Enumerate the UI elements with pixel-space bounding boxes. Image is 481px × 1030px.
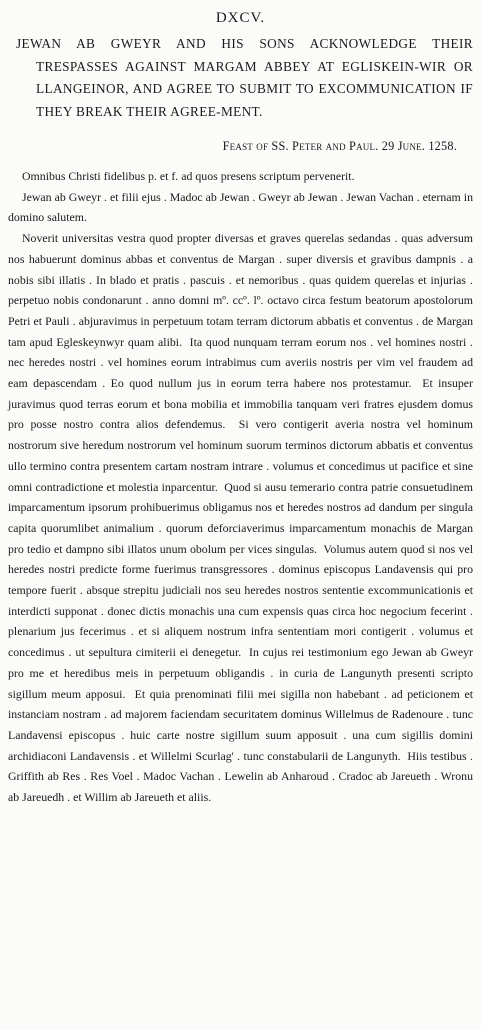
charter-title: JEWAN AB GWEYR AND HIS SONS ACKNOWLEDGE THEIR TRESPASSES AGAINST MARGAM ABBEY AT EGLISKEIN-WIR OR LLANGEINOR, AND AGREE TO SUBMIT TO EXCOMMUNICATION IF THEY BREAK THEIR AGREE-MENT.: [16, 36, 473, 119]
body-paragraph: Noverit universitas vestra quod propter diversas et graves querelas sedandas . quas adversum nos habuerunt dominus abbas et conventus de Margan . super diversis et gravibus dampnis . a nobis sibi illatis . In blado et pratis . pascuis . et nemoribus . quas quidem querelas et injurias . perpetuo nobis condonarunt . anno domni mº. ccº. lº. octavo circa festum beatorum apostolorum Petri et Pauli . abjuravimus in perpetuum totam terram dictorum abbatis et conventus . de Margan tam apud Egleskeynwyr quam alibi. Ita quod nunquam terram eorum nos . vel homines nostri . nec heredes nostri . vel homines eorum intrabimus cum averiis nostris per vim vel fraudem ad eam depascendam . Eo quod nullum jus in eorum terra habere nos protestamur. Et insuper juravimus quod terras eorum et bona mobilia et immobilia tanquam veri fratres ejusdem domus pro posse nostro contra alios defendemus. Si vero contigerit averia nostra vel hominum nostrorum sive heredum nostrorum vel hominum suorum terminos dictorum abbatis et conventus ullo termino contra presentem cartam nostram intrare . volumus et concedimus ut pacifice et sine omni contradictione et molestia inparcentur. Quod si ausu temerario contra patrie consuetudinem imparcamentum ipsorum prohibuerimus obligamus nos et heredes nostros ad dandum per singula capita quorumlibet animalium . quorum deforciaverimus imparcamentum monachis de Margan pro tedio et dampno sibi illatos unum obolum per vices singulas. Volumus autem quod si nos vel heredes nostri predicte forme fuerimus transgressores . dominus episcopus Landavensis qui pro tempore fuerit . absque strepitu judiciali nos seu heredes nostros sententie excommunicationis et interdicti supponat . donec dictis monachis una cum expensis quas circa hoc negocium fecerint . plenarium jus fecerimus . et si aliquem nostrum infra sententiam mori contigerit . volumus et concedimus . ut sepultura cimiterii ei denegetur. In cujus rei testimonium ego Jewan ab Gweyr pro me et heredibus meis in perpetuum obligandis . in curia de Langunyth presenti scripto sigillum meum apposui. Et quia prenominati filii mei sigilla non habebant . ad peticionem et instanciam nostram . ad majorem faciendam securitatem dominus Willelmus de Radenoure . tunc Landavensi episcopus . huic carte nostre sigillum suum apposuit . una cum sigillis domini archidiaconi Landavensis . et Willelmi Scurlag' . tunc constabularii de Langunyth. Hiis testibus . Griffith ab Res . Res Voel . Madoc Vachan . Lewelin ab Anharoud . Cradoc ab Jareueth . Wronu ab Jareuedh . et Willim ab Jareueth et aliis.: [8, 231, 476, 805]
salutation-paragraph: Omnibus Christi fidelibus p. et f. ad quos presens scriptum pervenerit.: [22, 169, 355, 183]
date-line: Feast of SS. Peter and Paul. 29 June. 1258.: [222, 139, 457, 153]
charter-number: DXCV.: [215, 10, 266, 26]
grantors-paragraph: Jewan ab Gweyr . et filii ejus . Madoc ab Jewan . Gweyr ab Jewan . Jewan Vachan . eternam in domino salutem.: [8, 189, 476, 225]
